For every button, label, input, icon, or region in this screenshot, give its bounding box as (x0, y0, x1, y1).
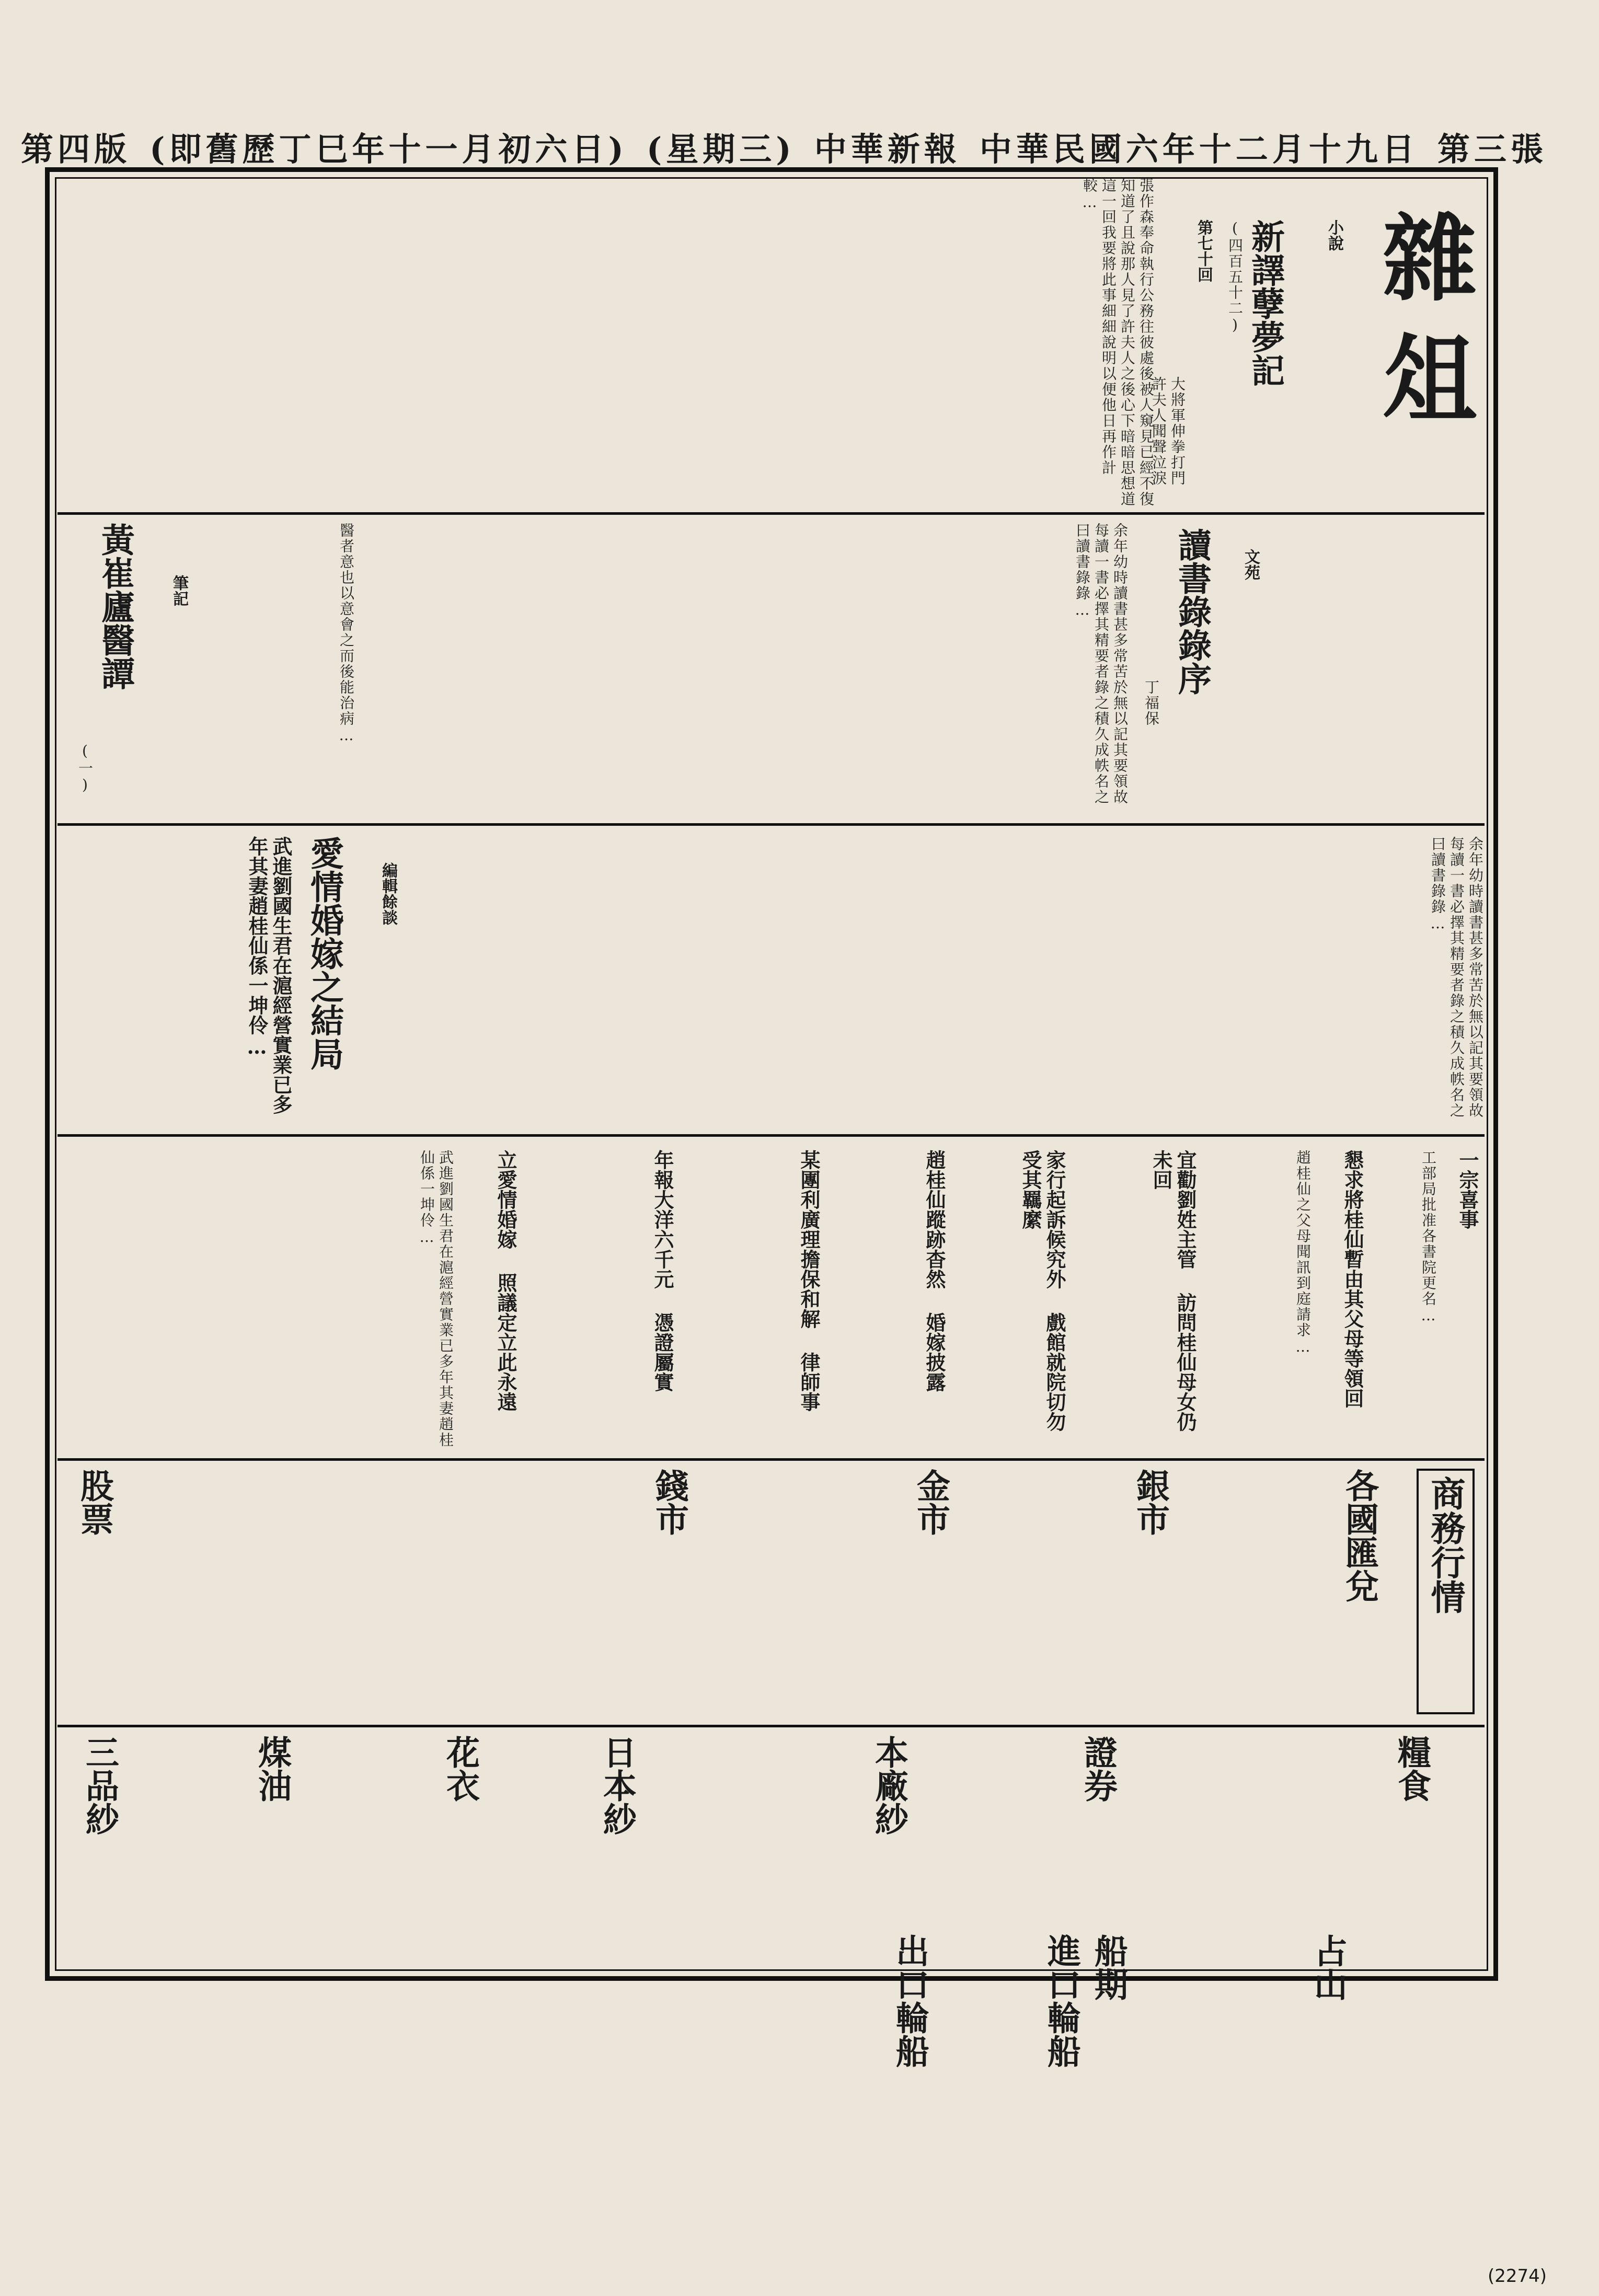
novel-body: 張作森奉命執行公務往彼處後被人窺見已經不復知道了且說那人見了許夫人之後心下暗暗思想道這一回我要將此事細細說明以便他日再作計較… (1081, 178, 1155, 507)
rule-5 (57, 1725, 1485, 1727)
rule-2 (57, 823, 1485, 826)
news-headline-5: 趙桂仙蹤跡杳然 婚嫁披露 (923, 1150, 946, 1392)
novel-chapter: 第七十回 (1194, 220, 1213, 282)
paper-name: 中華新報 (814, 130, 961, 168)
silver-table (993, 1469, 1124, 1714)
schedule-title: 船期 (1089, 1934, 1128, 2001)
gold-table (721, 1469, 904, 1714)
tea-title: 三品紗 (80, 1735, 119, 1836)
coal-title: 煤油 (252, 1735, 292, 1802)
lunar-date: (即舊歷丁巳年十一月初六日) (149, 130, 628, 168)
page-label: 第三張 (1437, 130, 1547, 168)
edited-continuation: 武進劉國生君在滬經營實業已多年其妻趙桂仙係一坤伶… (418, 1150, 454, 1448)
news-headline-1: 一宗喜事 (1456, 1150, 1479, 1229)
news-headline-6: 某團利廣理擔保和解 律師事 (797, 1150, 821, 1412)
essay-author: 丁福保 (1143, 679, 1160, 726)
notes-number: (一) (76, 742, 94, 794)
exchange-table (1213, 1469, 1328, 1714)
tin-title: 占山 (1308, 1934, 1348, 2001)
essay-title: 讀書錄錄序 (1172, 528, 1212, 695)
japan-yarn-title: 日本紗 (597, 1735, 637, 1836)
bonds-title: 證券 (1078, 1735, 1118, 1802)
notes-section-label: 筆記 (170, 575, 188, 606)
novel-chapter-note: 大將軍伸拳打門 許夫人聞聲泣淚 (1150, 376, 1186, 486)
weekday: (星期三) (646, 130, 796, 168)
columns-title: 雜俎 (1367, 209, 1477, 449)
stock-title: 股票 (75, 1469, 114, 1536)
essay-section-label: 文苑 (1241, 549, 1260, 580)
cotton-title: 本廠紗 (869, 1735, 908, 1836)
money-title: 錢市 (650, 1469, 689, 1536)
rule-4 (57, 1458, 1485, 1461)
silver-title: 銀市 (1131, 1469, 1170, 1536)
notes-title: 黃崔廬醫譚 (96, 523, 135, 690)
essay-continuation: 余年幼時讀書甚多常苦於無以記其要領故每讀一書必擇其精要者錄之積久成帙名之曰讀書錄錄… (1429, 836, 1484, 1118)
news-headline-3: 宜勸劉姓主管 訪問桂仙母女仍未回 (1149, 1150, 1197, 1432)
news-headline-4: 家行起訴候究外 戲館就院切勿受其羈縻 (1019, 1150, 1066, 1432)
ship-out-title: 出口輪船 (890, 1934, 929, 2068)
ship-in-title: 進口輪船 (1042, 1934, 1081, 2068)
novel-section-label: 小說 (1325, 220, 1343, 251)
grain-title: 糧食 (1392, 1735, 1431, 1802)
edited-title: 愛情婚嫁之結局 (305, 836, 344, 1070)
gold-title: 金市 (911, 1469, 950, 1536)
notes-body: 醫者意也以意會之而後能治病… (338, 523, 355, 745)
news-body-1: 工部局批准各書院更名… (1420, 1150, 1437, 1325)
novel-subtitle: (四百五十二) (1226, 220, 1244, 334)
edited-body: 武進劉國生君在滬經營實業已多年其妻趙桂仙係一坤伶… (245, 836, 293, 1114)
exchange-title: 各國匯兌 (1340, 1469, 1379, 1602)
money-table (261, 1469, 638, 1714)
market-section-title: 商務行情 (1417, 1469, 1475, 1714)
rule-1 (57, 512, 1485, 515)
essay-body: 余年幼時讀書甚多常苦於無以記其要領故每讀一書必擇其精要者錄之積久成帙名之曰讀書錄錄… (1074, 523, 1129, 805)
date-label: 中華民國六年十二月十九日 (979, 130, 1419, 168)
edited-section-label: 編輯餘談 (379, 862, 397, 925)
news-headline-8: 立愛情婚嫁 照議定立此永遠 (494, 1150, 517, 1412)
page-number: (2274) (1487, 2266, 1547, 2287)
rule-3 (57, 1134, 1485, 1137)
news-headline-2: 懇求將桂仙暫由其父母等領回 (1341, 1150, 1364, 1408)
novel-title: 新譯孽夢記 (1246, 220, 1285, 387)
news-body-2: 趙桂仙之父母聞訊到庭請求… (1294, 1150, 1312, 1356)
flowers-title: 花衣 (441, 1735, 480, 1802)
news-headline-7: 年報大洋六千元 憑證屬實 (651, 1150, 674, 1392)
edition-label: 第四版 (21, 130, 131, 168)
